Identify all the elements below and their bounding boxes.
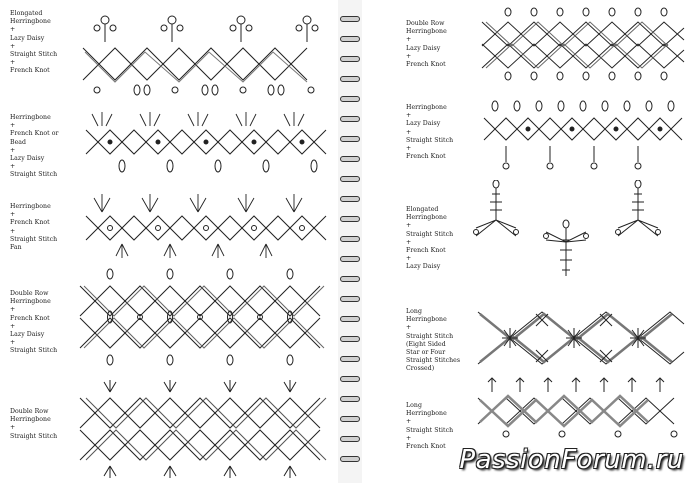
pattern-label: Long Herringbone + Straight Stitch (Eight Sided Star or Four Straight Stitches Crossed) (406, 308, 461, 373)
pattern-label: Elongated Herringbone + Straight Stitch + French Knot + Lazy Daisy (406, 206, 454, 271)
pattern-label: Herringbone + Lazy Daisy + Straight Stitch + French Knot (406, 104, 454, 161)
pattern-label: Double Row Herringbone + Lazy Daisy + French Knot (406, 20, 447, 69)
pattern-label: Herringbone + French Knot or Bead + Lazy Daisy + Straight Stitch (10, 114, 59, 179)
stitch-pattern-illustration (470, 180, 688, 290)
stitch-pattern-illustration (82, 190, 332, 260)
left-page (0, 0, 338, 483)
pattern-label: Elongated Herringbone + Lazy Daisy + Straight Stitch + French Knot (10, 10, 58, 75)
pattern-label: Herringbone + French Knot + Straight Stitch Fan (10, 203, 58, 252)
stitch-pattern-illustration (474, 306, 688, 370)
stitch-pattern-illustration (76, 378, 332, 478)
stitch-pattern-illustration (478, 96, 688, 172)
stitch-pattern-illustration (478, 6, 688, 82)
pattern-label: Long Herringbone + Straight Stitch + French Knot (406, 402, 454, 451)
spiral-binding (338, 0, 362, 483)
pattern-label: Double Row Herringbone + French Knot + Lazy Daisy + Straight Stitch (10, 290, 58, 355)
stitch-pattern-illustration (474, 376, 688, 440)
stitch-pattern-illustration (82, 108, 332, 178)
stitch-pattern-illustration (75, 8, 333, 96)
watermark-text: PassionForum.ru (459, 445, 684, 475)
right-page (362, 0, 690, 483)
pattern-label: Double Row Herringbone + Straight Stitch (10, 408, 58, 440)
stitch-pattern-illustration (76, 268, 332, 366)
